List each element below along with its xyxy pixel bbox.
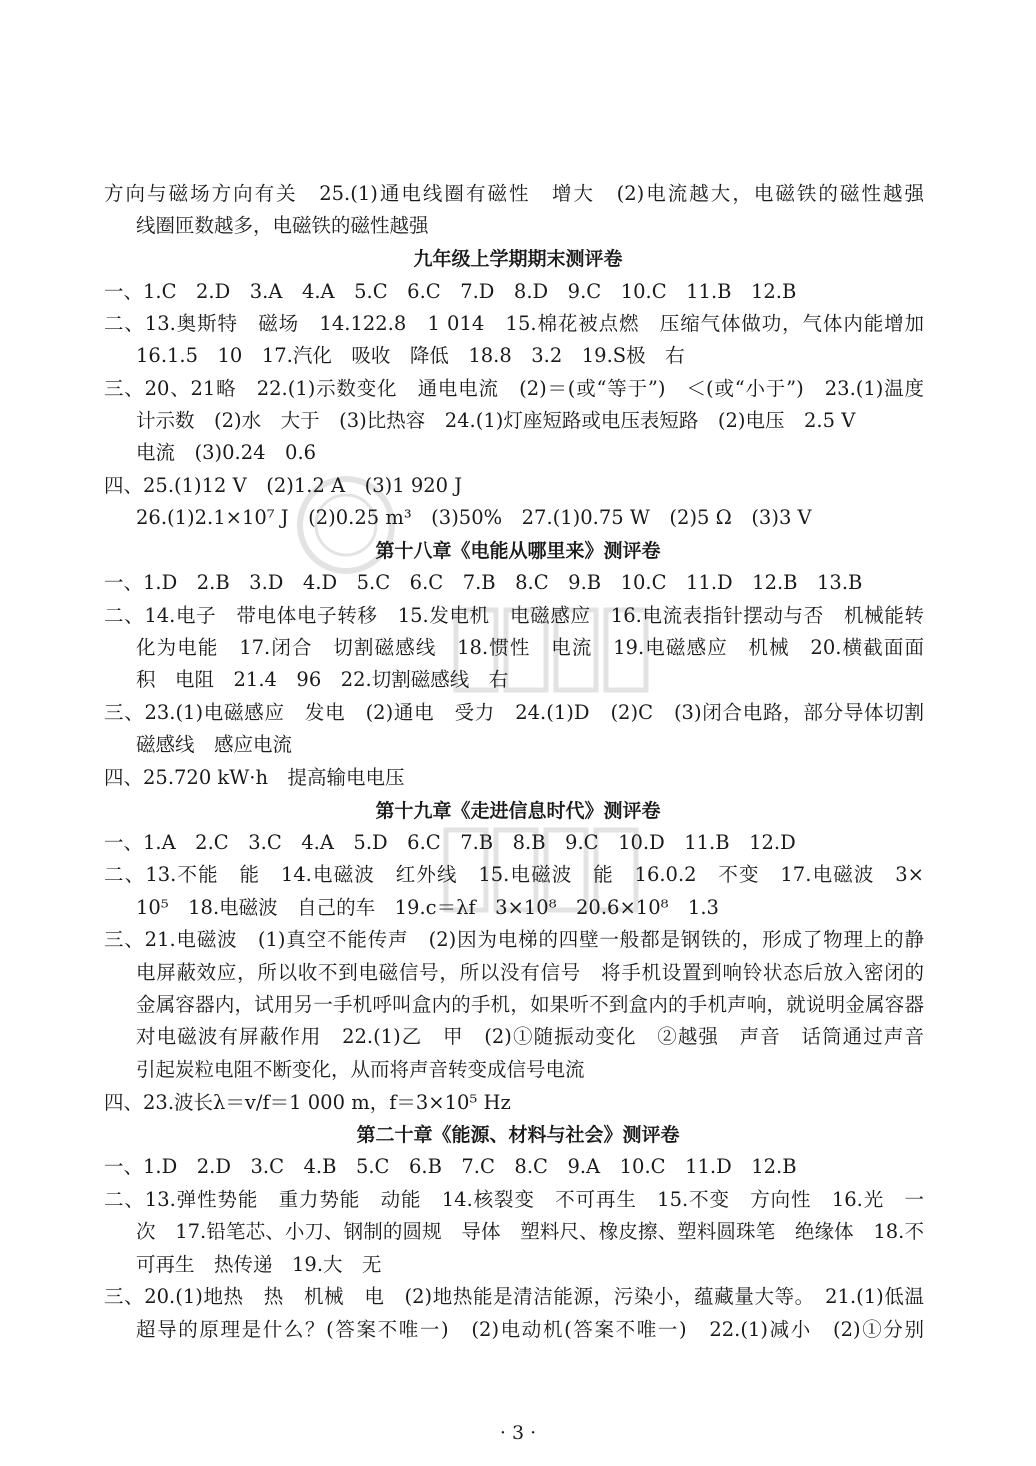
text-line: 二、14.电子 带电体电子转移 15.发电机 电磁感应 16.电流表指针摆动与否 机械能转 (104, 604, 924, 627)
text-line: 方向与磁场方向有关 25.(1)通电线圈有磁性 增大 (2)电流越大，电磁铁的磁性越强 (104, 182, 924, 205)
text-line: 三、20、21略 22.(1)示数变化 通电电流 (2)＝(或“等于”) ＜(或“小于”) 23.(1)温度 (104, 377, 924, 400)
page-number: · 3 · (499, 1422, 537, 1444)
text-line: 16.1.5 10 17.汽化 吸收 降低 18.8 3.2 19.S极 右 (136, 344, 685, 367)
text-line: 四、25.720 kW·h 提高输电电压 (104, 766, 405, 789)
text-line: 二、13.弹性势能 重力势能 动能 14.核裂变 不可再生 15.不变 方向性 16.光 一 (104, 1188, 924, 1211)
text-line: 26.(1)2.1×10⁷ J (2)0.25 m³ (3)50% 27.(1)0.75 W (2)5 Ω (3)3 V (136, 506, 812, 529)
text-line: 次 17.铅笔芯、小刀、钢制的圆规 导体 塑料尺、橡皮擦、塑料圆珠笔 绝缘体 18.不 (136, 1220, 924, 1243)
text-line: 二、13.奥斯特 磁场 14.122.8 1 014 15.棉花被点燃 压缩气体做功，气体内能增加 (104, 312, 924, 335)
text-line: 一、1.A 2.C 3.C 4.A 5.D 6.C 7.B 8.B 9.C 10.D 11.B 12.D (104, 831, 796, 854)
text-line: 化为电能 17.闭合 切割磁感线 18.惯性 电流 19.电磁感应 机械 20.横截面面 (136, 636, 924, 659)
text-line: 金属容器内，试用另一手机呼叫盒内的手机，如果听不到盒内的手机声响，就说明金属容器 (136, 993, 924, 1016)
text-line: 可再生 热传递 19.大 无 (136, 1253, 382, 1276)
section-heading: 第二十章《能源、材料与社会》测评卷 (356, 1124, 680, 1146)
text-line: 三、23.(1)电磁感应 发电 (2)通电 受力 24.(1)D (2)C (3)闭合电路，部分导体切割 (104, 701, 924, 724)
text-line: 线圈匝数越多，电磁铁的磁性越强 (136, 214, 429, 237)
text-line: 三、21.电磁波 (1)真空不能传声 (2)因为电梯的四壁一般都是钢铁的，形成了物理上的静 (104, 928, 924, 951)
text-line: 一、1.D 2.D 3.C 4.B 5.C 6.B 7.C 8.C 9.A 10.C 11.D 12.B (104, 1155, 797, 1178)
section-heading: 第十九章《走进信息时代》测评卷 (375, 800, 661, 822)
text-line: 电屏蔽效应，所以收不到电磁信号，所以没有信号 将手机设置到响铃状态后放入密闭的 (136, 961, 924, 984)
text-line: 积 电阻 21.4 96 22.切割磁感线 右 (136, 668, 509, 691)
text-line: 二、13.不能 能 14.电磁波 红外线 15.电磁波 能 16.0.2 不变 17.电磁波 3× (104, 863, 924, 886)
text-line: 计示数 (2)水 大于 (3)比热容 24.(1)灯座短路或电压表短路 (2)电压 2.5 V (136, 409, 856, 432)
text-line: 一、1.C 2.D 3.A 4.A 5.C 6.C 7.D 8.D 9.C 10.C 11.B 12.B (104, 280, 797, 303)
text-line: 四、25.(1)12 V (2)1.2 A (3)1 920 J (104, 474, 463, 497)
text-line: 10⁵ 18.电磁波 自己的车 19.c＝λf 3×10⁸ 20.6×10⁸ 1.3 (136, 896, 719, 919)
section-heading: 第十八章《电能从哪里来》测评卷 (375, 540, 661, 562)
text-line: 超导的原理是什么？(答案不唯一) (2)电动机(答案不唯一) 22.(1)减小 (2)①分别 (136, 1318, 924, 1341)
text-line: 四、23.波长λ＝v/f＝1 000 m，f＝3×10⁵ Hz (104, 1091, 511, 1114)
text-line: 引起炭粒电阻不断变化，从而将声音转变成信号电流 (136, 1058, 585, 1081)
text-line: 三、20.(1)地热 热 机械 电 (2)地热能是清洁能源，污染小，蕴藏量大等。 21.(1)低温 (104, 1285, 924, 1308)
section-heading: 九年级上学期期末测评卷 (413, 248, 623, 270)
text-line: 磁感线 感应电流 (136, 733, 293, 756)
text-line: 对电磁波有屏蔽作用 22.(1)乙 甲 (2)①随振动变化 ②越强 声音 话筒通过声音 (136, 1025, 924, 1048)
text-line: 电流 (3)0.24 0.6 (136, 441, 317, 464)
text-line: 一、1.D 2.B 3.D 4.D 5.C 6.C 7.B 8.C 9.B 10.C 11.D 12.B 13.B (104, 571, 863, 594)
